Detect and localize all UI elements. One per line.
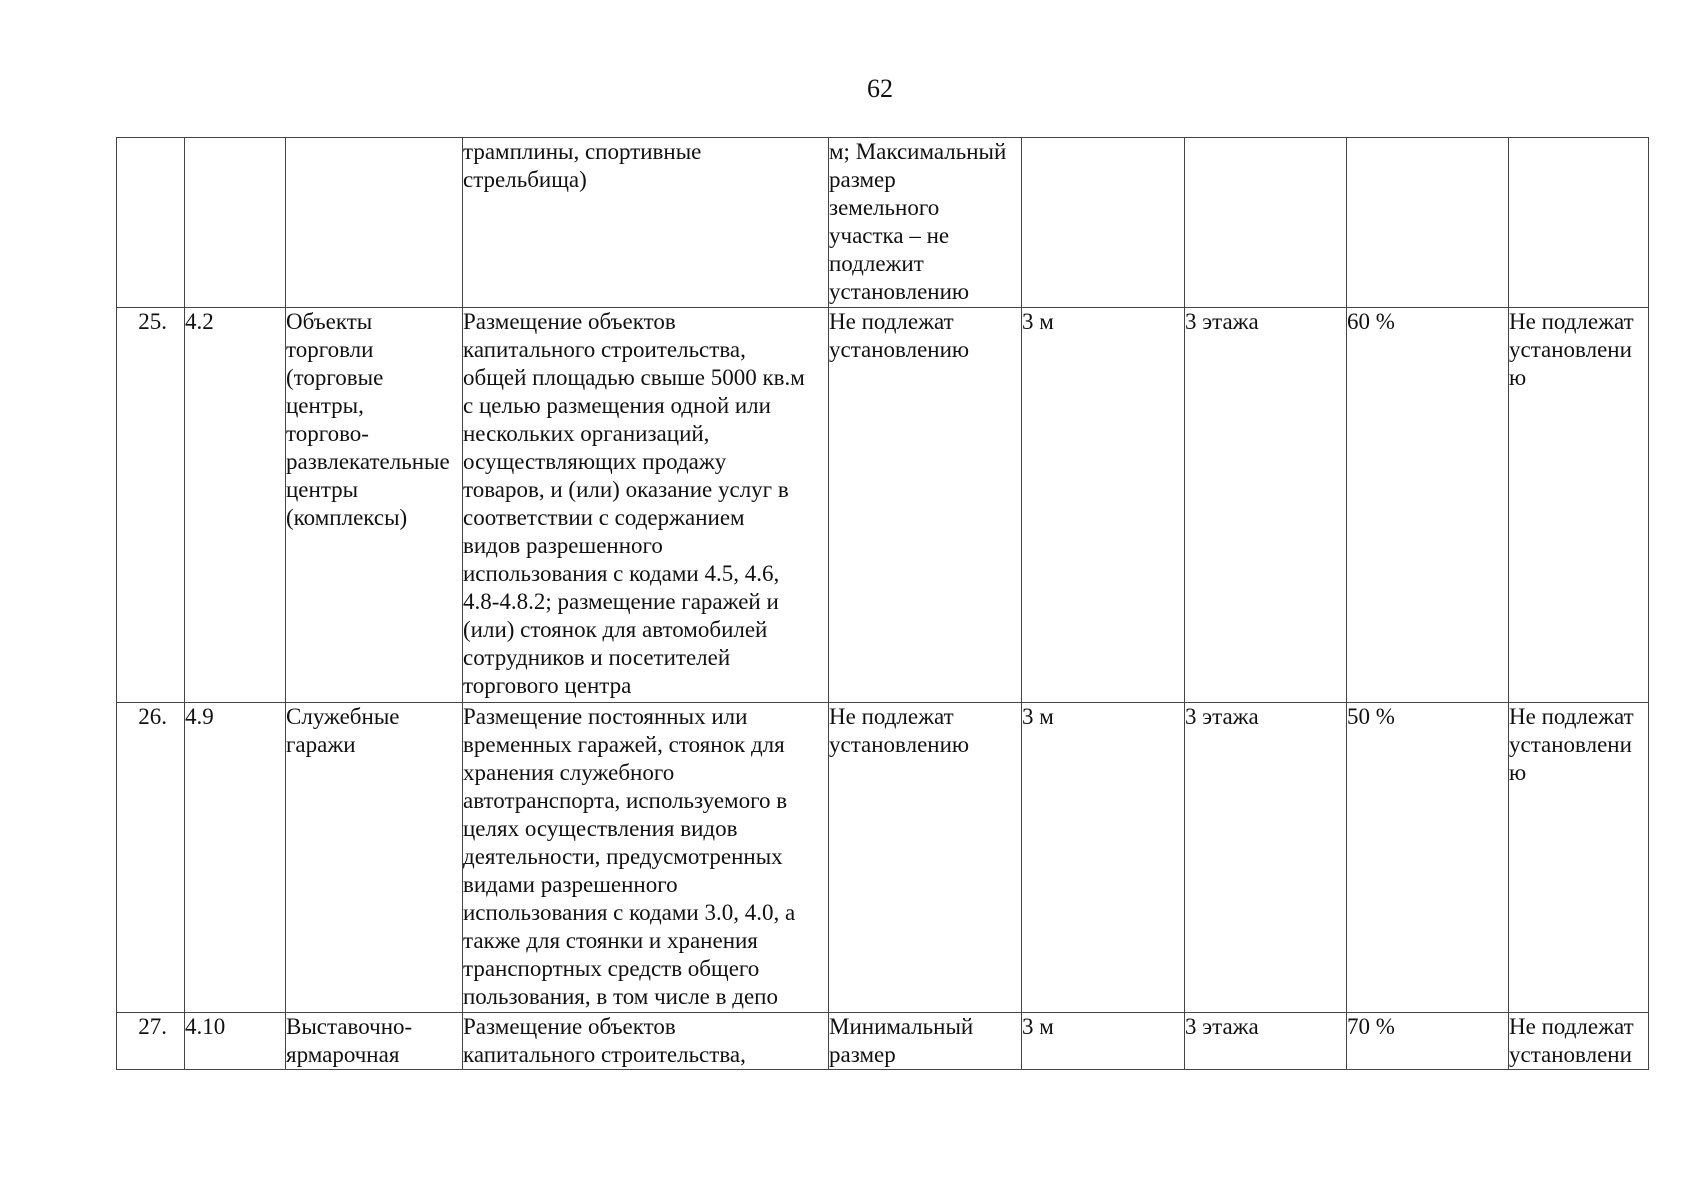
cell-text-line: Размещение объектов	[463, 1014, 676, 1039]
cell-coverage: 70 %	[1347, 1013, 1509, 1070]
cell-text-line: использования с кодами 3.0, 4.0, а	[463, 900, 796, 925]
cell-code: 4.2	[185, 308, 286, 703]
zoning-table	[116, 137, 1649, 1070]
cell-text-line: капитального строительства,	[463, 1042, 746, 1067]
cell-floors: 3 этажа	[1185, 1013, 1347, 1070]
cell-coverage	[1347, 138, 1509, 308]
cell-text-line: сотрудников и посетителей	[463, 645, 731, 670]
cell-setback	[1022, 138, 1185, 308]
cell-description	[463, 308, 829, 703]
cell-land-size	[829, 703, 1022, 1013]
cell-setback: 3 м	[1022, 1013, 1185, 1070]
cell-name	[286, 308, 463, 703]
cell-text-line: Не подлежат	[1509, 704, 1634, 729]
table-row	[117, 1013, 1649, 1070]
table-row	[117, 138, 1649, 308]
cell-text-line: видами разрешенного	[463, 872, 678, 897]
cell-text-line: гаражи	[286, 732, 356, 757]
cell-text-line: товаров, и (или) оказание услуг в	[463, 477, 789, 502]
cell-text-line: установлени	[1509, 1042, 1632, 1067]
cell-text-line: Не подлежат	[829, 704, 954, 729]
cell-text-line: Не подлежат	[1509, 1014, 1634, 1039]
cell-setback: 3 м	[1022, 703, 1185, 1013]
cell-land-size	[829, 138, 1022, 308]
cell-text-line: участка – не	[829, 223, 950, 248]
table-row	[117, 308, 1649, 703]
cell-text-line: торгово-	[286, 421, 369, 446]
cell-text-line: транспортных средств общего	[463, 956, 760, 981]
cell-coverage: 60 %	[1347, 308, 1509, 703]
table-body	[117, 138, 1649, 1070]
cell-text-line: установлению	[829, 337, 970, 362]
cell-floors: 3 этажа	[1185, 308, 1347, 703]
cell-text-line: соответствии с содержанием	[463, 505, 745, 530]
cell-text-line: (комплексы)	[286, 505, 408, 530]
cell-code	[185, 138, 286, 308]
cell-text-line: установлени	[1509, 732, 1632, 757]
page-number: 62	[867, 74, 893, 103]
cell-text-line: Размещение объектов	[463, 309, 676, 334]
cell-text-line: (или) стоянок для автомобилей	[463, 617, 768, 642]
cell-text-line: (торговые	[286, 365, 384, 390]
cell-text-line: подлежит	[829, 251, 924, 276]
cell-num: 26.	[117, 703, 185, 1013]
cell-description	[463, 703, 829, 1013]
cell-name	[286, 703, 463, 1013]
cell-text-line: торгового центра	[463, 673, 632, 698]
cell-text-line: временных гаражей, стоянок для	[463, 732, 785, 757]
cell-text-line: установлени	[1509, 337, 1632, 362]
cell-text-line: центры	[286, 477, 359, 502]
cell-text-line: Минимальный	[829, 1014, 974, 1039]
cell-text-line: ю	[1509, 365, 1527, 390]
cell-floors: 3 этажа	[1185, 703, 1347, 1013]
cell-text-line: Служебные	[286, 704, 400, 729]
cell-text-line: центры,	[286, 393, 364, 418]
cell-text-line: земельного	[829, 195, 940, 220]
cell-text-line: осуществляющих продажу	[463, 449, 727, 474]
cell-text-line: размер	[829, 167, 896, 192]
cell-other	[1509, 703, 1649, 1013]
cell-text-line: размер	[829, 1042, 896, 1067]
cell-text-line: пользования, в том числе в депо	[463, 984, 778, 1009]
cell-land-size	[829, 1013, 1022, 1070]
cell-text-line: развлекательные	[286, 449, 450, 474]
cell-text-line: Не подлежат	[1509, 309, 1634, 334]
cell-text-line: Не подлежат	[829, 309, 954, 334]
cell-code: 4.9	[185, 703, 286, 1013]
cell-text-line: торговли	[286, 337, 374, 362]
cell-text-line: капитального строительства,	[463, 337, 746, 362]
cell-text-line: трамплины, спортивные	[463, 139, 702, 164]
cell-text-line: установлению	[829, 732, 970, 757]
cell-land-size	[829, 308, 1022, 703]
cell-description	[463, 138, 829, 308]
cell-text-line: хранения служебного	[463, 760, 675, 785]
cell-code: 4.10	[185, 1013, 286, 1070]
cell-num	[117, 138, 185, 308]
cell-other	[1509, 308, 1649, 703]
cell-text-line: деятельности, предусмотренных	[463, 844, 783, 869]
cell-text-line: м; Максимальный	[829, 139, 1007, 164]
cell-text-line: 4.8-4.8.2; размещение гаражей и	[463, 589, 779, 614]
cell-text-line: Размещение постоянных или	[463, 704, 748, 729]
cell-setback: 3 м	[1022, 308, 1185, 703]
cell-name	[286, 1013, 463, 1070]
cell-name	[286, 138, 463, 308]
cell-text-line: ярмарочная	[286, 1042, 400, 1067]
cell-text-line: использования с кодами 4.5, 4.6,	[463, 561, 780, 586]
cell-num: 27.	[117, 1013, 185, 1070]
cell-text-line: нескольких организаций,	[463, 421, 710, 446]
cell-other	[1509, 138, 1649, 308]
cell-text-line: ю	[1509, 760, 1527, 785]
cell-description	[463, 1013, 829, 1070]
cell-text-line: целях осуществления видов	[463, 816, 738, 841]
cell-text-line: с целью размещения одной или	[463, 393, 771, 418]
cell-text-line: видов разрешенного	[463, 533, 663, 558]
cell-num: 25.	[117, 308, 185, 703]
cell-text-line: также для стоянки и хранения	[463, 928, 758, 953]
cell-text-line: Выставочно-	[286, 1014, 413, 1039]
table-row	[117, 703, 1649, 1013]
cell-floors	[1185, 138, 1347, 308]
cell-text-line: автотранспорта, используемого в	[463, 788, 788, 813]
cell-text-line: установлению	[829, 279, 970, 304]
cell-text-line: общей площадью свыше 5000 кв.м	[463, 365, 805, 390]
cell-coverage: 50 %	[1347, 703, 1509, 1013]
cell-other	[1509, 1013, 1649, 1070]
cell-text-line: Объекты	[286, 309, 373, 334]
cell-text-line: стрельбища)	[463, 167, 587, 192]
